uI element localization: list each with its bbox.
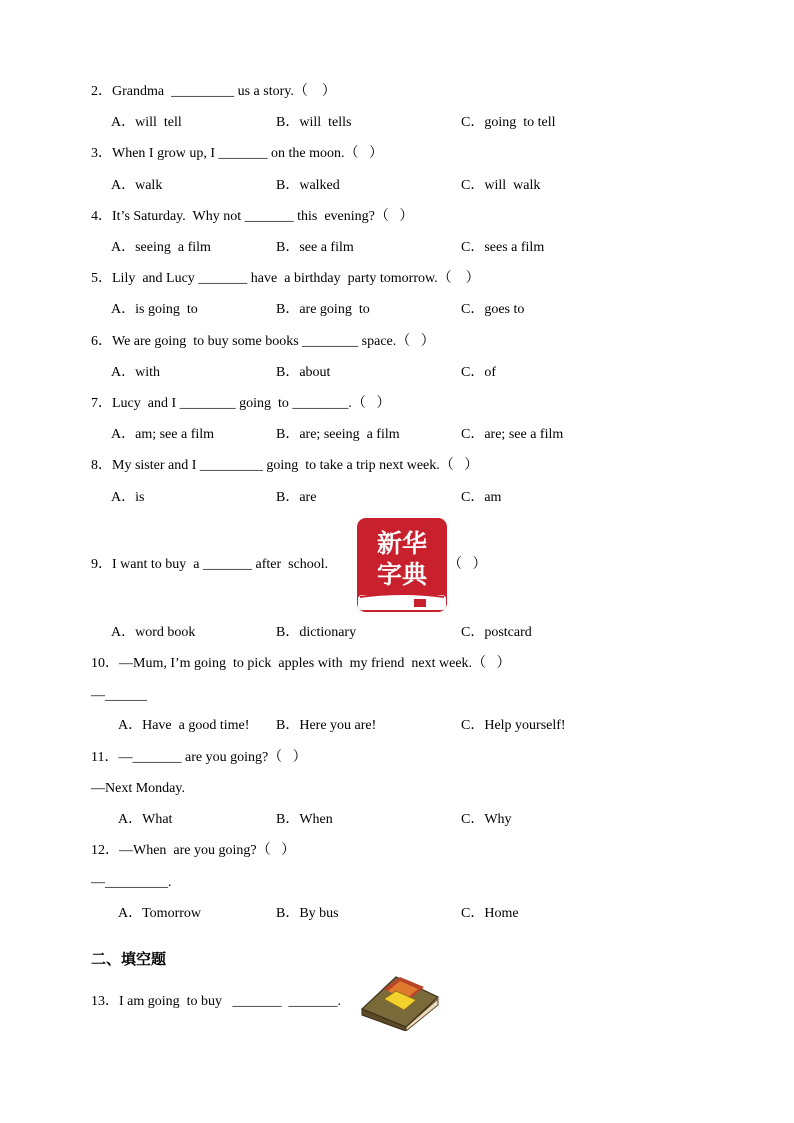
question-12-option-b: B．By bus xyxy=(276,906,339,921)
question-6-option-a: A．with xyxy=(111,365,160,380)
question-10-option-b: B．Here you are! xyxy=(276,718,377,733)
question-11-option-c: C．Why xyxy=(461,812,512,827)
question-6-option-b: B．about xyxy=(276,365,331,380)
question-4-option-a: A．seeing a film xyxy=(111,240,211,255)
question-11-option-b: B．When xyxy=(276,812,333,827)
question-2-stem: 2．Grandma _________ us a story.（ ） xyxy=(91,84,336,99)
question-2-option-b: B．will tells xyxy=(276,115,352,130)
question-2-option-a: A．will tell xyxy=(111,115,182,130)
dictionary-book-icon xyxy=(356,517,448,613)
question-9-option-b: B．dictionary xyxy=(276,625,357,640)
question-11-option-a: A．What xyxy=(118,812,173,827)
question-8-option-b: B．are xyxy=(276,490,317,505)
question-10-stem: 10．—Mum, I’m going to pick apples with my friend next week.（ ） xyxy=(91,656,511,671)
question-9-option-c: C．postcard xyxy=(461,625,532,640)
question-4-option-b: B．see a film xyxy=(276,240,354,255)
question-7-option-a: A．am; see a film xyxy=(111,427,215,442)
question-12-response: —_________. xyxy=(91,875,172,890)
question-3-option-a: A．walk xyxy=(111,178,163,193)
question-7-stem: 7．Lucy and I ________ going to ________.（ ） xyxy=(91,396,391,411)
question-9-option-a: A．word book xyxy=(111,625,196,640)
section-2-title: 二、填空题 xyxy=(91,950,167,968)
question-8-stem: 8．My sister and I _________ going to take a trip next week.（ ） xyxy=(91,458,479,473)
question-2-option-c: C．going to tell xyxy=(461,115,556,130)
question-4-option-c: C．sees a film xyxy=(461,240,545,255)
question-10-response: —______ xyxy=(91,688,147,703)
question-11-response: —Next Monday. xyxy=(91,781,185,796)
question-6-stem: 6．We are going to buy some books ________ space.（ ） xyxy=(91,334,435,349)
dictionary-picture xyxy=(356,517,448,613)
question-7-option-b: B．are; seeing a film xyxy=(276,427,400,442)
question-4-stem: 4．It’s Saturday. Why not _______ this evening?（ ） xyxy=(91,209,414,224)
question-5-option-b: B．are going to xyxy=(276,302,370,317)
question-3-option-c: C．will walk xyxy=(461,178,541,193)
question-5-option-c: C．goes to xyxy=(461,302,525,317)
question-10-option-c: C．Help yourself! xyxy=(461,718,566,733)
question-8-option-c: C．am xyxy=(461,490,502,505)
question-12-option-a: A．Tomorrow xyxy=(118,906,202,921)
book-icon xyxy=(358,969,442,1031)
question-10-option-a: A．Have a good time! xyxy=(118,718,250,733)
question-6-option-c: C．of xyxy=(461,365,496,380)
question-3-stem: 3．When I grow up, I _______ on the moon.（ ） xyxy=(91,146,384,161)
question-5-stem: 5．Lily and Lucy _______ have a birthday party tomorrow.（ ） xyxy=(91,271,480,286)
question-12-stem: 12．—When are you going?（ ） xyxy=(91,843,296,858)
question-12-option-c: C．Home xyxy=(461,906,519,921)
question-5-option-a: A．is going to xyxy=(111,302,198,317)
question-8-option-a: A．is xyxy=(111,490,145,505)
question-9-stem: 9．I want to buy a _______ after school. xyxy=(91,557,329,572)
dictionary-cover-line1: 新华 xyxy=(376,529,428,558)
question-7-option-c: C．are; see a film xyxy=(461,427,564,442)
question-13-stem: 13．I am going to buy _______ _______. xyxy=(91,994,342,1009)
question-11-stem: 11．—_______ are you going?（ ） xyxy=(91,750,307,765)
dictionary-cover-line2: 字典 xyxy=(376,560,428,589)
question-3-option-b: B．walked xyxy=(276,178,340,193)
question-9-answer-paren: （ ） xyxy=(448,557,487,572)
book-picture xyxy=(358,969,442,1031)
